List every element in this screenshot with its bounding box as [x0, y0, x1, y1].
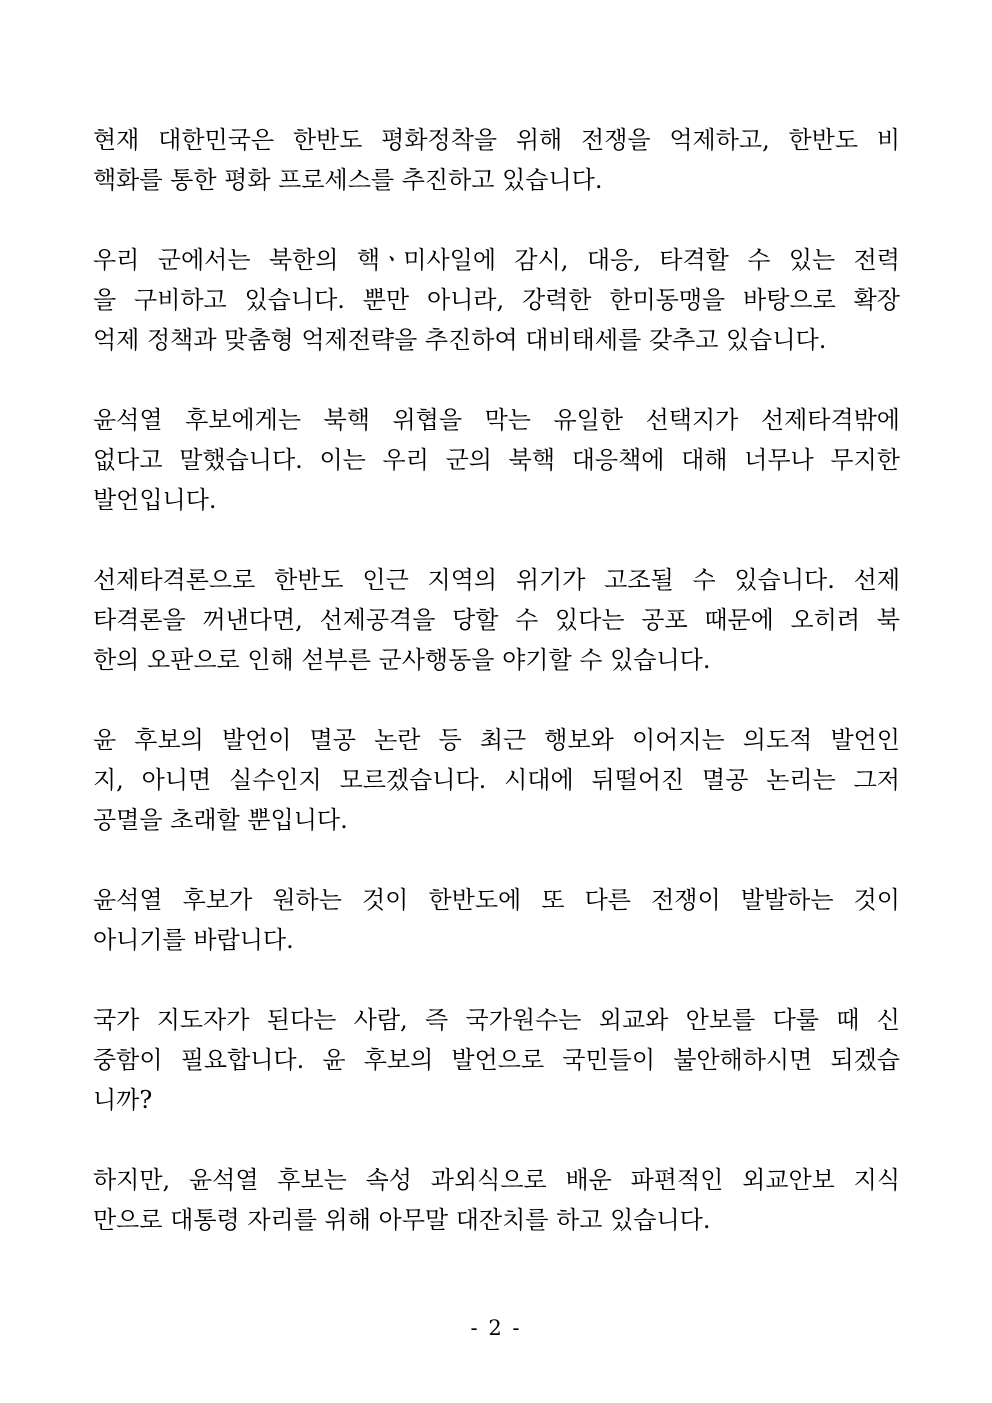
paragraph-6: [93, 880, 900, 960]
paragraph-7: [93, 1000, 900, 1120]
paragraph-4: [93, 560, 900, 680]
text-line: 을 구비하고 있습니다. 뿐만 아니라, 강력한 한미동맹을 바탕으로 확장: [93, 286, 900, 314]
text-line: 없다고 말했습니다. 이는 우리 군의 북핵 대응책에 대해 너무나 무지한: [93, 446, 900, 474]
text-line: 우리 군에서는 북한의 핵ㆍ미사일에 감시, 대응, 타격할 수 있는 전력: [93, 246, 900, 274]
text-line: 윤석열 후보가 원하는 것이 한반도에 또 다른 전쟁이 발발하는 것이: [93, 886, 900, 914]
document-body: [93, 120, 900, 1280]
paragraph-2: [93, 240, 900, 360]
text-line: 아니기를 바랍니다.: [93, 926, 294, 954]
text-line: 윤석열 후보에게는 북핵 위협을 막는 유일한 선택지가 선제타격밖에: [93, 406, 900, 434]
text-line: 윤 후보의 발언이 멸공 논란 등 최근 행보와 이어지는 의도적 발언인: [93, 726, 900, 754]
text-line: 억제 정책과 맞춤형 억제전략을 추진하여 대비태세를 갖추고 있습니다.: [93, 326, 827, 354]
paragraph-3: [93, 400, 900, 520]
text-line: 발언입니다.: [93, 486, 217, 514]
text-line: 지, 아니면 실수인지 모르겠습니다. 시대에 뒤떨어진 멸공 논리는 그저: [93, 766, 900, 794]
paragraph-5: [93, 720, 900, 840]
text-line: 국가 지도자가 된다는 사람, 즉 국가원수는 외교와 안보를 다룰 때 신: [93, 1006, 900, 1034]
text-line: 공멸을 초래할 뿐입니다.: [93, 806, 348, 834]
text-line: 중함이 필요합니다. 윤 후보의 발언으로 국민들이 불안해하시면 되겠습: [93, 1046, 900, 1074]
paragraph-1: [93, 120, 900, 200]
text-line: 니까?: [93, 1086, 153, 1114]
page-number: - 2 -: [470, 1316, 522, 1340]
text-line: 한의 오판으로 인해 섣부른 군사행동을 야기할 수 있습니다.: [93, 646, 711, 674]
text-line: 하지만, 윤석열 후보는 속성 과외식으로 배운 파편적인 외교안보 지식: [93, 1166, 900, 1194]
text-line: 만으로 대통령 자리를 위해 아무말 대잔치를 하고 있습니다.: [93, 1206, 711, 1234]
text-line: 선제타격론으로 한반도 인근 지역의 위기가 고조될 수 있습니다. 선제: [93, 566, 900, 594]
text-line: 타격론을 꺼낸다면, 선제공격을 당할 수 있다는 공포 때문에 오히려 북: [93, 606, 900, 634]
text-line: 현재 대한민국은 한반도 평화정착을 위해 전쟁을 억제하고, 한반도 비: [93, 126, 900, 154]
paragraph-8: [93, 1160, 900, 1240]
text-line: 핵화를 통한 평화 프로세스를 추진하고 있습니다.: [93, 166, 603, 194]
